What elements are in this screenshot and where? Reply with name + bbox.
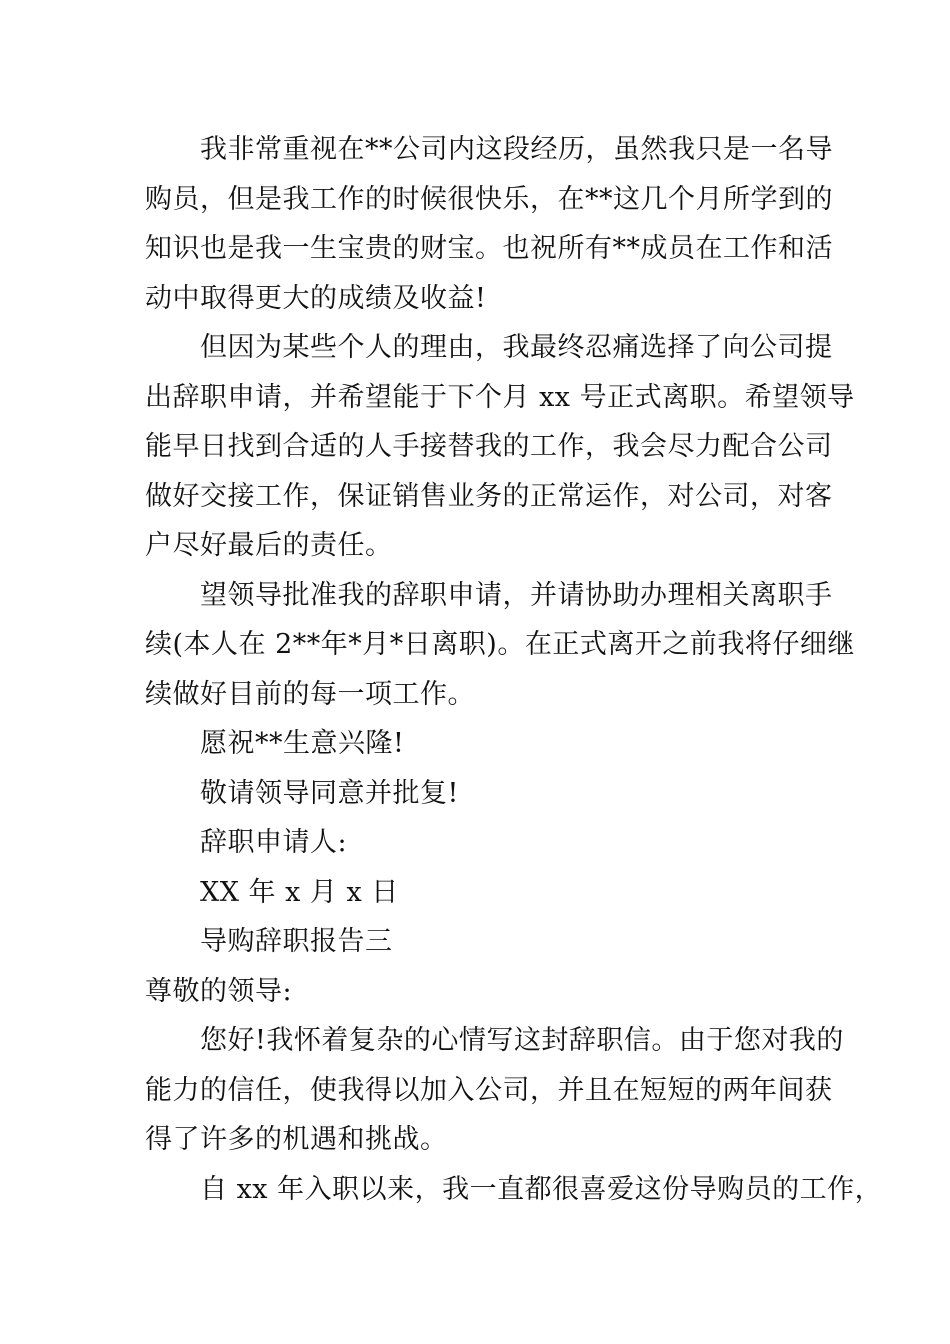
paragraph-2	[145, 323, 855, 571]
text-line: 能早日找到合适的人手接替我的工作，我会尽力配合公司	[145, 431, 833, 462]
paragraph-3	[145, 571, 855, 720]
closing-wish: 愿祝**生意兴隆!	[200, 728, 405, 759]
closing-request: 敬请领导同意并批复!	[200, 777, 459, 809]
text-line: 能力的信任，使我得以加入公司，并且在短短的两年间获	[145, 1074, 833, 1106]
text-line: 购员，但是我工作的时候很快乐，在**这几个月所学到的	[145, 183, 833, 215]
letter-paragraph-1	[145, 1016, 844, 1165]
text-line: 动中取得更大的成绩及收益!	[145, 282, 487, 314]
text-line: 做好交接工作，保证销售业务的正常运作，对公司，对客	[145, 480, 833, 512]
letter-paragraph-2	[145, 1165, 883, 1215]
text-line: 望领导批准我的辞职申请，并请协助办理相关离职手	[200, 579, 833, 611]
text-line: 您好!我怀着复杂的心情写这封辞职信。由于您对我的	[200, 1025, 844, 1056]
text-line: 续(本人在 2**年*月*日离职)。在正式离开之前我将仔细继	[145, 629, 855, 660]
document-body	[145, 125, 883, 1214]
salutation: 尊敬的领导:	[145, 975, 293, 1007]
signature-date: XX 年 x 月 x 日	[200, 876, 399, 908]
text-line: 得了许多的机遇和挑战。	[145, 1124, 448, 1155]
section-title: 导购辞职报告三	[200, 926, 393, 957]
paragraph-1	[145, 125, 833, 323]
text-line: 出辞职申请，并希望能于下个月 xx 号正式离职。希望领导	[145, 381, 855, 413]
text-line: 我非常重视在**公司内这段经历，虽然我只是一名导	[200, 134, 833, 165]
text-line: 续做好目前的每一项工作。	[145, 678, 475, 710]
text-line: 自 xx 年入职以来，我一直都很喜爱这份导购员的工作，	[200, 1173, 883, 1205]
applicant-label: 辞职申请人:	[200, 827, 348, 858]
text-line: 户尽好最后的责任。	[145, 530, 393, 561]
text-line: 知识也是我一生宝贵的财宝。也祝所有**成员在工作和活	[145, 233, 833, 264]
text-line: 但因为某些个人的理由，我最终忍痛选择了向公司提	[200, 332, 833, 363]
